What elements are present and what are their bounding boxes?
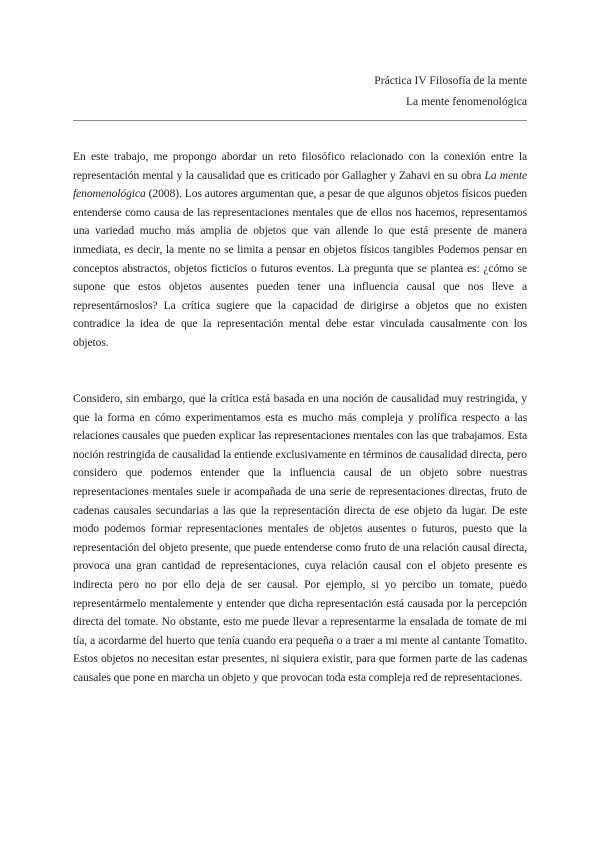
paragraph-argument [73, 390, 527, 688]
paragraph-introduction [73, 148, 527, 353]
paragraph-text [73, 148, 527, 353]
header-subtitle: La mente fenomenológica [405, 95, 527, 108]
header-divider [73, 120, 527, 121]
book-title: La mente fenomenológica [73, 168, 527, 201]
header-course-title: Práctica IV Filosofía de la mente [374, 74, 527, 87]
paragraph-text: Considero, sin embargo, que la crítica está basada en una noción de causalidad muy restringida, y que la forma en cómo experimentamos esta es mucho más compleja y prolífica respecto a las relaciones causales que pueden explicar las representaciones mentales con las que trabajamos. Esta noción restringida de causalidad la entiende exclusivamente en términos de causalidad directa, pero considero que podemos entender que la influencia causal de un objeto sobre nuestras representaciones mentales suele ir acompañada de una serie de representaciones directas, fruto de cadenas causales secundarias a las que la representación directa de ese objeto da lugar. De este modo podemos formar representaciones mentales de objetos ausentes o futuros, puesto que la representación del objeto presente, que puede entenderse como fruto de una relación causal directa, provoca una gran cantidad de representaciones, cuya relación causal con el objeto presente es indirecta pero no por ello deja de ser causal. Por ejemplo, si yo percibo un tomate, puedo representármelo mentalemente y entender que dicha representación está causada por la percepción directa del tomate. No obstante, esto me puede llevar a representarme la ensalada de tomate de mi tía, a acordarme del huerto que tenía cuando era pequeña o a traer a mi mente al cantante Tomatito. Estos objetos no necesitan estar presentes, ni siquiera existir, para que formen parte de las cadenas causales que pone en marcha un objeto y que provocan toda esta compleja red de representaciones. [73, 392, 527, 684]
paragraph-text-after-title: (2008). Los autores argumentan que, a pesar de que algunos objetos físicos pueden entenderse como causa de las representaciones mentales que de ellos nos hacemos, representamos una variedad mucho más amplia de objetos que van allende lo que está presente de manera inmediata, es decir, la mente no se limita a pensar en objetos físicos tangibles Podemos pensar en conceptos abstractos, objetos ficticios o futuros eventos. La pregunta que se plantea es: ¿cómo se supone que estos objetos ausentes pueden tener una influencia causal que nos lleve a representárnoslos? La crítica sugiere que la capacidad de dirigirse a objetos que no existen contradice la idea de que la representación mental debe estar vinculada causalmente con los objetos. [73, 187, 527, 349]
page-header [374, 70, 527, 112]
paragraph-text-before-title: En este trabajo, me propongo abordar un reto filosófico relacionado con la conexión entre la representación mental y la causalidad que es criticado por Gallagher y Zahavi en su obra [73, 150, 527, 182]
